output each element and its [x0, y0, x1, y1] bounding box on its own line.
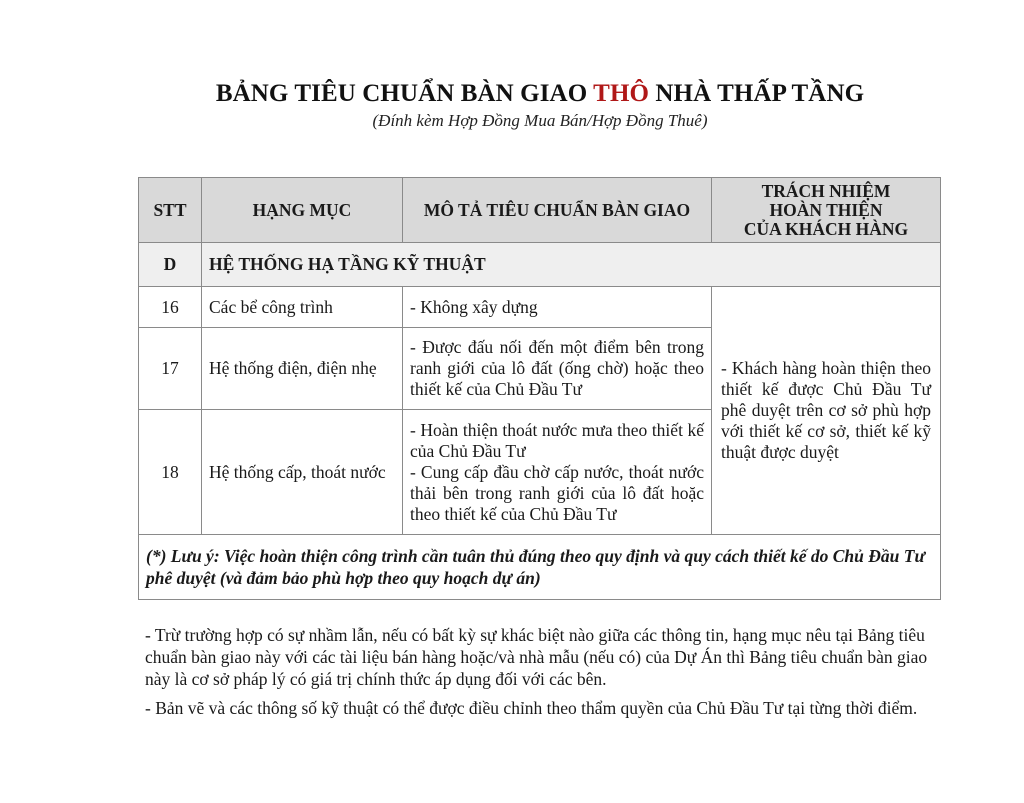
row-stt: 17 [139, 328, 202, 410]
row-description: - Không xây dựng [403, 287, 712, 328]
row-item: Hệ thống điện, điện nhẹ [202, 328, 403, 410]
title-part-1: BẢNG TIÊU CHUẨN BÀN GIAO [215, 80, 594, 107]
row-stt: 18 [139, 410, 202, 535]
footer-paragraph: - Bản vẽ và các thông số kỹ thuật có thể được điều chỉnh theo thẩm quyền của Chủ Đầu Tư tại từng thời điểm. [145, 698, 918, 718]
row-description-line: - Cung cấp đầu chờ cấp nước, thoát nước thải bên trong ranh giới của lô đất hoặc theo thiết kế của Chủ Đầu Tư [410, 461, 704, 524]
footer-notes [145, 624, 935, 726]
header-responsibility-line2: HOÀN THIỆN [769, 199, 883, 220]
section-row [139, 243, 941, 287]
header-responsibility-line1: TRÁCH NHIỆM [761, 180, 891, 201]
table-row [139, 287, 941, 328]
title-part-2: NHÀ THẤP TẦNG [649, 80, 865, 107]
table-header-row [139, 178, 941, 243]
section-code: D [139, 243, 202, 287]
header-responsibility-line3: CỦA KHÁCH HÀNG [743, 218, 909, 239]
header-stt: STT [139, 178, 202, 243]
section-title: HỆ THỐNG HẠ TẦNG KỸ THUẬT [202, 243, 941, 287]
row-item: Các bể công trình [202, 287, 403, 328]
row-item: Hệ thống cấp, thoát nước [202, 410, 403, 535]
customer-responsibility: - Khách hàng hoàn thiện theo thiết kế được Chủ Đầu Tư phê duyệt trên cơ sở phù hợp với thiết kế cơ sở, thiết kế kỹ thuật được duyệt [712, 287, 941, 535]
row-description-line: - Hoàn thiện thoát nước mưa theo thiết kế của Chủ Đầu Tư [410, 419, 704, 461]
note-text: (*) Lưu ý: Việc hoàn thiện công trình cần tuân thủ đúng theo quy định và quy cách thiết kế do Chủ Đầu Tư phê duyệt (và đảm bảo phù hợp theo quy hoạch dự án) [139, 535, 941, 600]
row-description [403, 410, 712, 535]
header-item: HẠNG MỤC [202, 178, 403, 243]
document-title [0, 80, 1024, 108]
title-highlight: THÔ [593, 80, 650, 107]
note-row [139, 535, 941, 600]
header-description: MÔ TẢ TIÊU CHUẨN BÀN GIAO [403, 178, 712, 243]
row-stt: 16 [139, 287, 202, 328]
row-description: - Được đấu nối đến một điểm bên trong ranh giới của lô đất (ống chờ) hoặc theo thiết kế của Chủ Đầu Tư [403, 328, 712, 410]
handover-standards-table [138, 177, 941, 600]
document-subtitle: (Đính kèm Hợp Đồng Mua Bán/Hợp Đồng Thuê) [372, 111, 708, 130]
header-responsibility [712, 178, 941, 243]
footer-paragraph: - Trừ trường hợp có sự nhầm lẫn, nếu có bất kỳ sự khác biệt nào giữa các thông tin, hạng mục nêu tại Bảng tiêu chuẩn bàn giao này với các tài liệu bán hàng hoặc/và nhà mẫu (nếu có) của Dự Án thì Bảng tiêu chuẩn bàn giao này là cơ sở pháp lý có giá trị chính thức áp dụng đối với các bên. [145, 625, 928, 689]
